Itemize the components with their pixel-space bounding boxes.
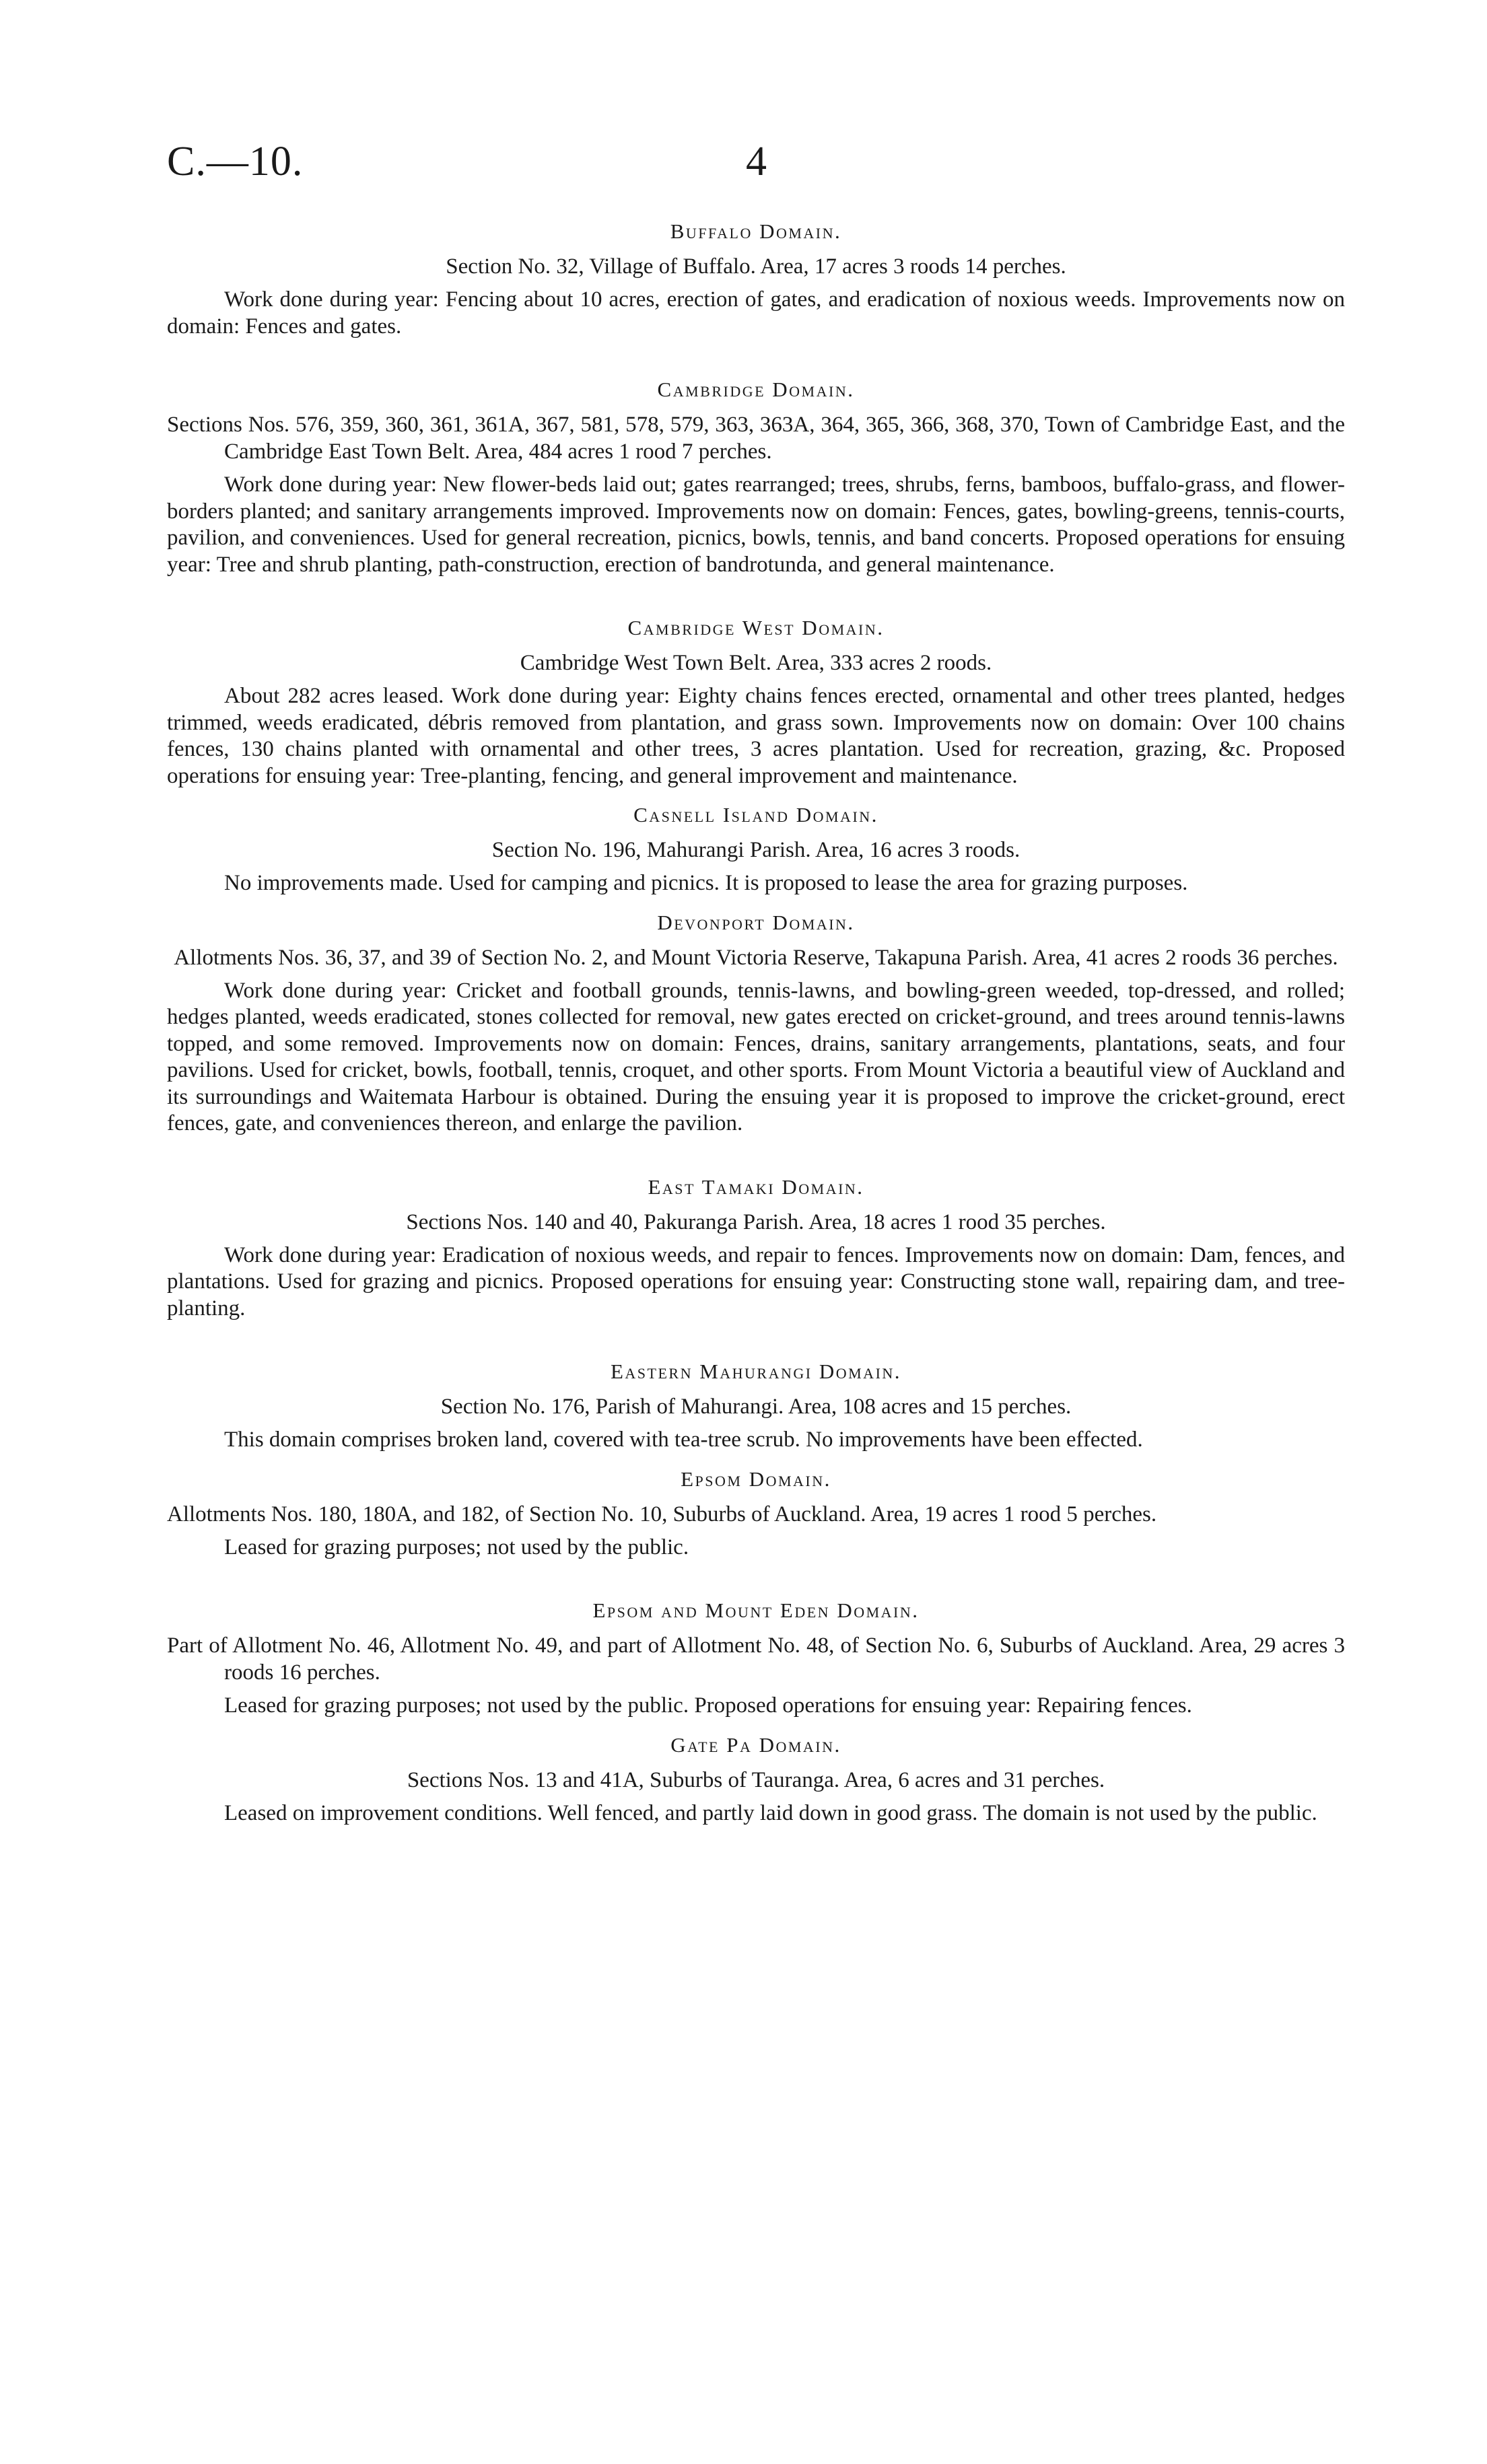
section-heading: Epsom Domain.	[681, 1467, 831, 1491]
page-number: 4	[746, 139, 767, 184]
section-description: Part of Allotment No. 46, Allotment No. 49, and part of Allotment No. 48, of Section No. 6, Suburbs of Auckland. Area, 29 acres 3 roods 16 perches.	[167, 1633, 1345, 1685]
section-description: Section No. 196, Mahurangi Parish. Area, 16 acres 3 roods.	[491, 838, 1021, 862]
section-body: Leased on improvement conditions. Well fenced, and partly laid down in good grass. The domain is not used by the public.	[224, 1800, 1317, 1825]
section-body: Leased for grazing purposes; not used by the public. Proposed operations for ensuing year: Repairing fences.	[224, 1693, 1192, 1718]
section-cambridge-west-domain	[167, 613, 1345, 789]
section-body: Leased for grazing purposes; not used by the public.	[224, 1535, 689, 1559]
section-epsom-and-mount-eden-domain	[167, 1596, 1345, 1720]
section-body: Work done during year: Fencing about 10 acres, erection of gates, and eradication of noxious weeds. Improvements now on domain: Fences and gates.	[167, 287, 1345, 339]
page-content	[167, 217, 1345, 1827]
section-description: Section No. 176, Parish of Mahurangi. Area, 108 acres and 15 perches.	[440, 1395, 1072, 1419]
section-buffalo-domain	[167, 217, 1345, 340]
section-body: This domain comprises broken land, covered with tea-tree scrub. No improvements have been effected.	[224, 1428, 1143, 1452]
section-heading: Cambridge Domain.	[657, 378, 855, 401]
section-heading: Casnell Island Domain.	[633, 803, 878, 826]
section-heading: Epsom and Mount Eden Domain.	[592, 1598, 920, 1622]
section-description: Sections Nos. 140 and 40, Pakuranga Parish. Area, 18 acres 1 rood 35 perches.	[406, 1209, 1106, 1234]
section-body: Work done during year: Eradication of noxious weeds, and repair to fences. Improvements now on domain: Dam, fences, and plantations. Used for grazing and picnics. Proposed operations for ensuing year: Constructing stone wall, repairing dam, and tree-planting.	[167, 1242, 1345, 1321]
section-epsom-domain	[167, 1465, 1345, 1561]
section-description: Sections Nos. 13 and 41A, Suburbs of Tauranga. Area, 6 acres and 31 perches.	[407, 1767, 1105, 1792]
section-heading: Gate Pa Domain.	[670, 1732, 841, 1757]
section-gate-pa-domain	[167, 1730, 1345, 1827]
section-heading: East Tamaki Domain.	[648, 1174, 864, 1199]
section-cambridge-domain	[167, 375, 1345, 578]
section-heading: Eastern Mahurangi Domain.	[610, 1360, 902, 1383]
section-eastern-mahurangi-domain	[167, 1357, 1345, 1454]
section-description: Allotments Nos. 180, 180A, and 182, of Section No. 10, Suburbs of Auckland. Area, 19 acres 1 rood 5 perches.	[167, 1502, 1157, 1526]
section-body: About 282 acres leased. Work done during year: Eighty chains fences erected, ornamental and other trees planted, hedges trimmed, weeds eradicated, débris removed from plantation, and grass sown. Improvements now on domain: Over 100 chains fences, 130 chains planted with ornamental and other trees, 3 acres plantation. Used for recreation, grazing, &c. Proposed operations for ensuing year: Tree-planting, fencing, and general improvement and maintenance.	[167, 684, 1345, 788]
section-body: No improvements made. Used for camping and picnics. It is proposed to lease the area for grazing purposes.	[224, 871, 1188, 895]
section-description: Section No. 32, Village of Buffalo. Area, 17 acres 3 roods 14 perches.	[446, 254, 1066, 279]
page-header	[167, 138, 1345, 192]
section-description: Sections Nos. 576, 359, 360, 361, 361A, 367, 581, 578, 579, 363, 363A, 364, 365, 366, 368, 370, Town of Cambridge East, and the Cambridge East Town Belt. Area, 484 acres 1 rood 7 perches.	[167, 413, 1345, 464]
section-casnell-island-domain	[167, 800, 1345, 897]
section-description: Cambridge West Town Belt. Area, 333 acres 2 roods.	[520, 651, 992, 675]
section-heading: Cambridge West Domain.	[627, 616, 885, 639]
section-description: Allotments Nos. 36, 37, and 39 of Section No. 2, and Mount Victoria Reserve, Takapuna Parish. Area, 41 acres 2 roods 36 perches.	[174, 945, 1338, 970]
section-heading: Buffalo Domain.	[670, 219, 842, 243]
section-heading: Devonport Domain.	[657, 910, 855, 934]
section-east-tamaki-domain	[167, 1172, 1345, 1323]
section-body: Work done during year: Cricket and football grounds, tennis-lawns, and bowling-green weeded, top-dressed, and rolled; hedges planted, weeds eradicated, stones collected for removal, new gates erected on cricket-ground, and trees around tennis-lawns topped, and some removed. Improvements now on domain: Fences, drains, sanitary arrangements, plantations, seats, and four pavilions. Used for cricket, bowls, football, tennis, croquet, and other sports. From Mount Victoria a beautiful view of Auckland and its surroundings and Waitemata Harbour is obtained. During the ensuing year it is proposed to improve the cricket-ground, erect fences, gate, and conveniences thereon, and enlarge the pavilion.	[167, 978, 1345, 1135]
section-devonport-domain	[167, 908, 1345, 1137]
document-code: C.—10.	[167, 139, 304, 184]
section-body: Work done during year: New flower-beds laid out; gates rearranged; trees, shrubs, ferns, bamboos, buffalo-grass, and flower-borders planted; and sanitary arrangements improved. Improvements now on domain: Fences, gates, bowling-greens, tennis-courts, pavilion, and conveniences. Used for general recreation, picnics, bowls, tennis, and band concerts. Proposed operations for ensuing year: Tree and shrub planting, path-construction, erection of bandrotunda, and general maintenance.	[167, 472, 1345, 577]
